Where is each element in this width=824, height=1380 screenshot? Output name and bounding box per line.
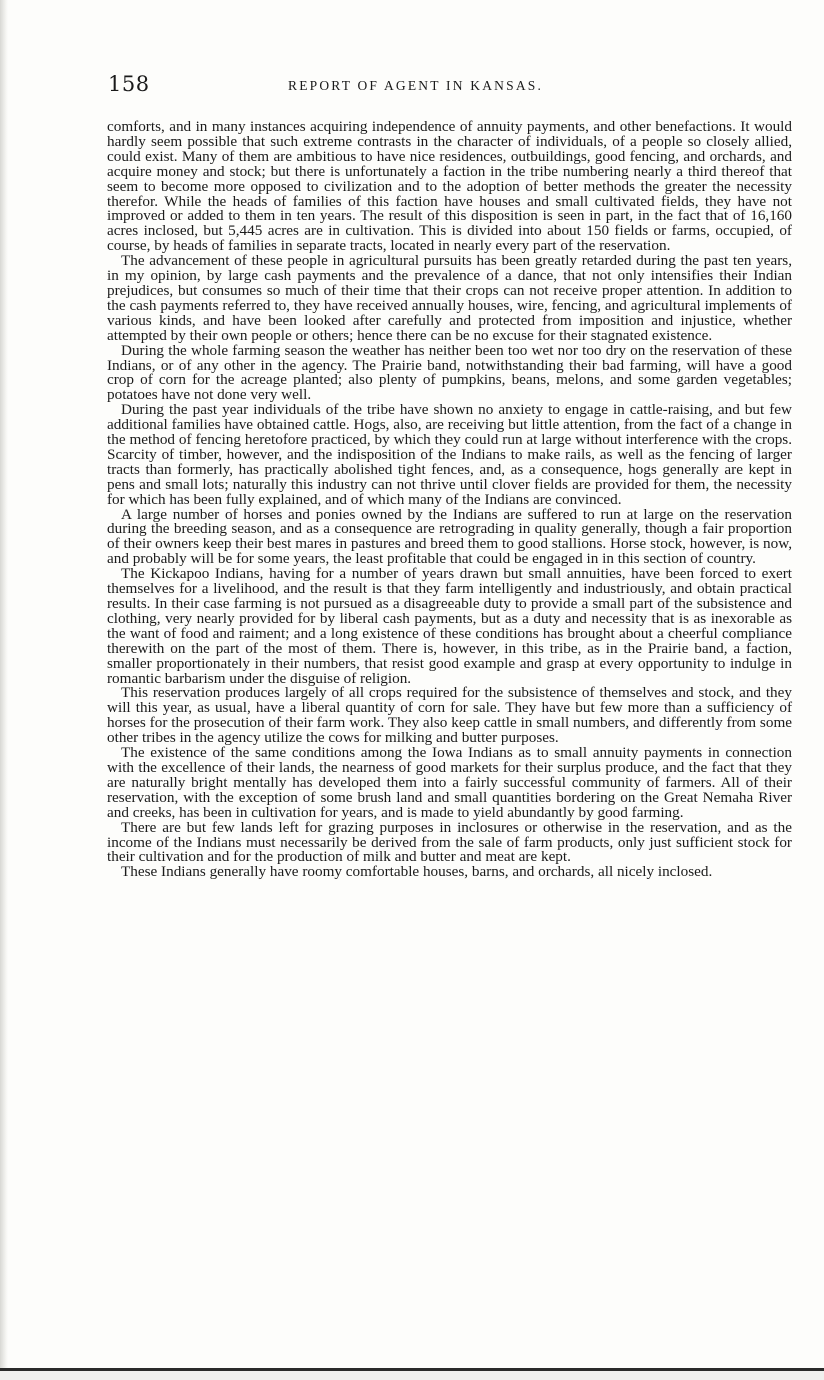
paragraph-grazing-lands: There are but few lands left for grazing purposes in inclosures or otherwise in the reservation, and as the income of the Indians must necessarily be derived from the sale of farm products, only just sufficient stock for their cultivation and for the production of milk and butter and meat are kept. bbox=[107, 818, 792, 866]
paragraph-kickapoo: The Kickapoo Indians, having for a number of years drawn but small annuities, have been forced to exert themselves for a livelihood, and the result is that they farm intelligently and industriously, and obtain practical results. In their case farming is not pursued as a disagreeable duty to provide a small part of the subsistence and clothing, very nearly provided for by liberal cash payments, but as a duty and necessity that is as inexorable as the want of food and raiment; and a long existence of these conditions has brought about a cheerful compliance therewith on the part of the most of them. There is, however, in this tribe, as in the Prairie band, a faction, smaller proportionately in their numbers, that resist good example and grasp at every opportunity to indulge in romantic barbarism under the disguise of religion. bbox=[107, 565, 792, 687]
paragraph-iowa-indians: The existence of the same conditions among the Iowa Indians as to small annuity payments in connection with the excellence of their lands, the nearness of good markets for their surplus produce, and the fact that they are naturally bright mentally has developed them into a fairly successful community of farmers. All of their reservation, with the exception of some brush land and small quantities bordering on the Great Nemaha River and creeks, has been in cultivation for years, and is made to yield abundantly by good farming. bbox=[107, 744, 792, 821]
paragraph-reservation-crops: This reservation produces largely of all crops required for the subsistence of themselves and stock, and they will this year, as usual, have a liberal quantity of corn for sale. They have but few more than a sufficiency of horses for the prosecution of their farm work. They also keep cattle in small numbers, and differently from some other tribes in the agency utilize the cows for milking and butter purposes. bbox=[107, 684, 792, 747]
paragraph-farming-season: During the whole farming season the weather has neither been too wet nor too dry on the reservation of these Indians, or of any other in the agency. The Prairie band, notwithstanding their bad farming, will have a good crop of corn for the acreage planted; also plenty of pumpkins, beans, melons, and some garden vegetables; potatoes have not done very well. bbox=[107, 341, 792, 404]
paragraph-agricultural-advancement: The advancement of these people in agricultural pursuits has been greatly retarded during the past ten years, in my opinion, by large cash payments and the prevalence of a dance, that not only intensifies their Indian prejudices, but consumes so much of their time that their crops can not receive proper attention. In addition to the cash payments referred to, they have received annually houses, wire, fencing, and agricultural implements of various kinds, and have been looked after carefully and protected from imposition and injustice, whether attempted by their own people or others; hence there can be no excuse for their stagnated existence. bbox=[107, 252, 792, 344]
page-header bbox=[108, 70, 792, 106]
report-body bbox=[107, 120, 792, 880]
paragraph-cattle-hogs: During the past year individuals of the tribe have shown no anxiety to engage in cattle-raising, and but few additional families have obtained cattle. Hogs, also, are receiving but little attention, from the fact of a change in the method of fencing heretofore practiced, by which they could run at large without interference with the crops. Scarcity of timber, however, and the indisposition of the Indians to make rails, as well as the fencing of larger tracts than formerly, has practically abolished tight fences, and, as a consequence, hogs generally are kept in pens and small lots; naturally this industry can not thrive until clover fields are provided for them, the necessity for which has been fully explained, and of which many of the Indians are convinced. bbox=[107, 401, 792, 508]
bottom-margin bbox=[0, 1371, 824, 1380]
running-head: REPORT OF AGENT IN KANSAS. bbox=[288, 78, 544, 93]
page-number: 158 bbox=[108, 72, 150, 96]
paragraph-houses-orchards: These Indians generally have roomy comfortable houses, barns, and orchards, all nicely inclosed. bbox=[121, 863, 713, 881]
paragraph-horses-ponies: A large number of horses and ponies owned by the Indians are suffered to run at large on the reservation during the breeding season, and as a consequence are retrograding in quality generally, though a fair proportion of their owners keep their best mares in pastures and breed them to good stallions. Horse stock, however, is now, and probably will be for some years, the least profitable that could be engaged in in this section of country. bbox=[107, 505, 792, 568]
scan-edge bbox=[0, 0, 8, 1380]
paragraph-continued: comforts, and in many instances acquiring independence of annuity payments, and other benefactions. It would hardly seem possible that such extreme contrasts in the character of individuals, of a people so closely allied, could exist. Many of them are ambitious to have nice residences, outbuildings, good fencing, and orchards, and acquire money and stock; but there is unfortunately a faction in the tribe numbering nearly a third thereof that seem to become more opposed to civilization and to the adoption of better methods the greater the necessity therefor. While the heads of families of this faction have houses and small cultivated fields, they have not improved or added to them in ten years. The result of this disposition is seen in part, in the fact that of 16,160 acres inclosed, but 5,445 acres are in cultivation. This is divided into about 150 fields or farms, occupied, of course, by heads of families in separate tracts, located in nearly every part of the reservation. bbox=[107, 118, 792, 255]
